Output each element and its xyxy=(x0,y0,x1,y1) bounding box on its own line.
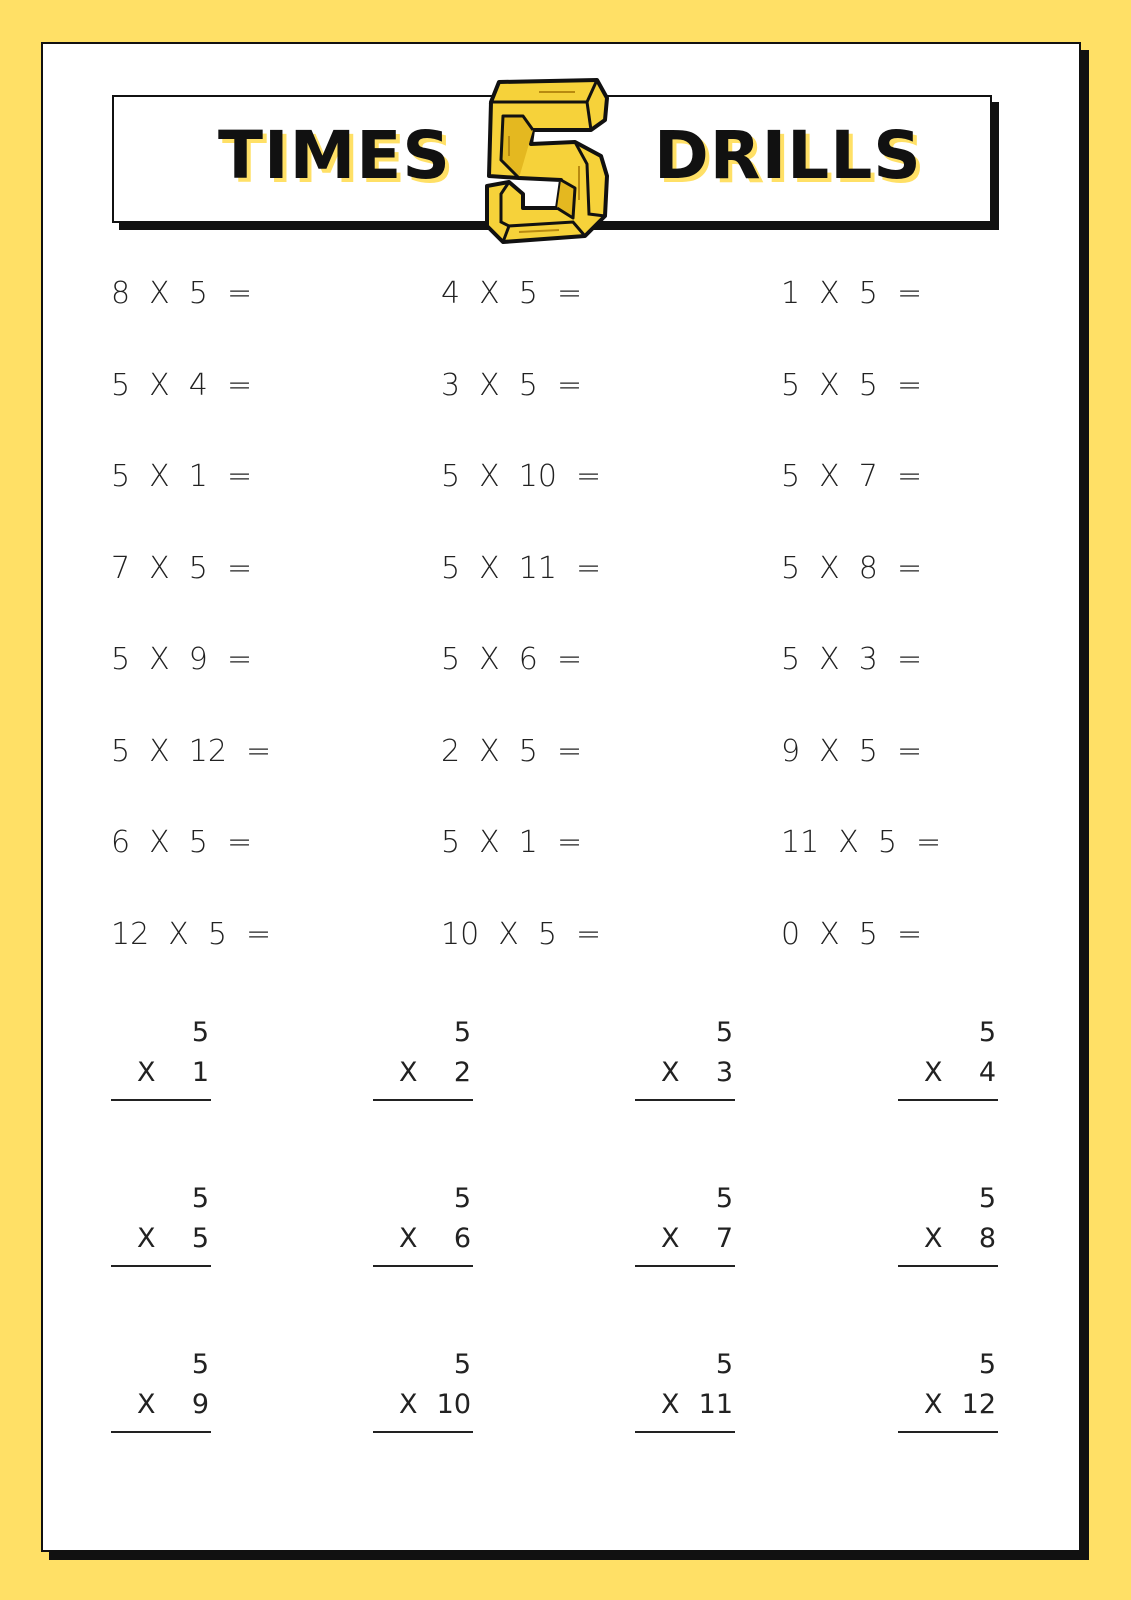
multiplicand: 5 xyxy=(978,1183,996,1214)
multiply-sign: X xyxy=(661,1057,680,1088)
vertical-problem xyxy=(635,1185,735,1269)
multiplier: 3 xyxy=(715,1057,733,1088)
multiplier: 9 xyxy=(191,1389,209,1420)
multiplier: 7 xyxy=(715,1223,733,1254)
vertical-problem xyxy=(635,1019,735,1103)
horizontal-problem: 0 X 5 = xyxy=(781,916,923,952)
multiply-sign: X xyxy=(399,1057,418,1088)
vertical-problem xyxy=(111,1019,211,1103)
multiply-sign: X xyxy=(924,1389,943,1420)
answer-line xyxy=(898,1099,998,1101)
vertical-problem xyxy=(898,1351,998,1435)
horizontal-problem: 10 X 5 = xyxy=(441,916,602,952)
horizontal-problem: 12 X 5 = xyxy=(111,916,272,952)
multiplicand: 5 xyxy=(715,1349,733,1380)
multiply-sign: X xyxy=(661,1223,680,1254)
multiplicand: 5 xyxy=(715,1017,733,1048)
horizontal-problem: 1 X 5 = xyxy=(781,276,923,311)
horizontal-problem: 5 X 8 = xyxy=(781,550,923,586)
horizontal-problem: 9 X 5 = xyxy=(781,733,923,769)
horizontal-problem: 5 X 3 = xyxy=(781,642,923,677)
horizontal-problem: 5 X 1 = xyxy=(441,825,583,860)
multiplier: 6 xyxy=(453,1223,471,1254)
horizontal-problem: 8 X 5 = xyxy=(111,276,253,311)
answer-line xyxy=(111,1099,211,1101)
title-times: TIMES xyxy=(218,117,451,194)
multiply-sign: X xyxy=(399,1389,418,1420)
multiply-sign: X xyxy=(924,1223,943,1254)
answer-line xyxy=(635,1265,735,1267)
multiplicand: 5 xyxy=(453,1017,471,1048)
answer-line xyxy=(635,1431,735,1433)
multiplicand: 5 xyxy=(191,1017,209,1048)
vertical-problem xyxy=(898,1185,998,1269)
horizontal-problem: 11 X 5 = xyxy=(781,825,942,860)
multiplicand: 5 xyxy=(715,1183,733,1214)
multiply-sign: X xyxy=(399,1223,418,1254)
multiply-sign: X xyxy=(924,1057,943,1088)
horizontal-problem: 2 X 5 = xyxy=(441,733,583,769)
multiplier: 5 xyxy=(191,1223,209,1254)
multiplicand: 5 xyxy=(453,1349,471,1380)
multiplier: 8 xyxy=(978,1223,996,1254)
multiplier: 4 xyxy=(978,1057,996,1088)
answer-line xyxy=(898,1265,998,1267)
multiplicand: 5 xyxy=(191,1349,209,1380)
multiplicand: 5 xyxy=(191,1183,209,1214)
answer-line xyxy=(373,1099,473,1101)
multiplicand: 5 xyxy=(453,1183,471,1214)
vertical-problem xyxy=(111,1351,211,1435)
multiply-sign: X xyxy=(661,1389,680,1420)
answer-line xyxy=(373,1431,473,1433)
horizontal-problem: 5 X 4 = xyxy=(111,367,253,403)
vertical-problem xyxy=(373,1185,473,1269)
vertical-problem xyxy=(898,1019,998,1103)
worksheet-page xyxy=(41,42,1081,1552)
horizontal-problem: 4 X 5 = xyxy=(441,276,583,311)
multiplicand: 5 xyxy=(978,1017,996,1048)
horizontal-problem: 6 X 5 = xyxy=(111,825,253,860)
answer-line xyxy=(373,1265,473,1267)
answer-line xyxy=(111,1431,211,1433)
horizontal-problem: 3 X 5 = xyxy=(441,367,583,403)
answer-line xyxy=(898,1431,998,1433)
multiplicand: 5 xyxy=(978,1349,996,1380)
multiply-sign: X xyxy=(137,1389,156,1420)
multiply-sign: X xyxy=(137,1057,156,1088)
multiplier: 1 xyxy=(191,1057,209,1088)
horizontal-problem: 5 X 9 = xyxy=(111,642,253,677)
vertical-problem xyxy=(111,1185,211,1269)
multiplier: 2 xyxy=(453,1057,471,1088)
horizontal-problem: 5 X 12 = xyxy=(111,733,272,769)
horizontal-problem: 5 X 10 = xyxy=(441,459,602,494)
horizontal-problem: 7 X 5 = xyxy=(111,550,253,586)
horizontal-problem: 5 X 11 = xyxy=(441,550,602,586)
vertical-problem xyxy=(373,1351,473,1435)
answer-line xyxy=(635,1099,735,1101)
horizontal-problem: 5 X 1 = xyxy=(111,459,253,494)
answer-line xyxy=(111,1265,211,1267)
multiplier: 11 xyxy=(698,1389,733,1420)
multiplier: 12 xyxy=(961,1389,996,1420)
horizontal-problem: 5 X 6 = xyxy=(441,642,583,677)
multiplier: 10 xyxy=(436,1389,471,1420)
vertical-problem xyxy=(635,1351,735,1435)
number-five-icon xyxy=(479,76,615,248)
vertical-problem xyxy=(373,1019,473,1103)
horizontal-problem: 5 X 7 = xyxy=(781,459,923,494)
horizontal-problem: 5 X 5 = xyxy=(781,367,923,403)
title-drills: DRILLS xyxy=(654,117,922,194)
multiply-sign: X xyxy=(137,1223,156,1254)
